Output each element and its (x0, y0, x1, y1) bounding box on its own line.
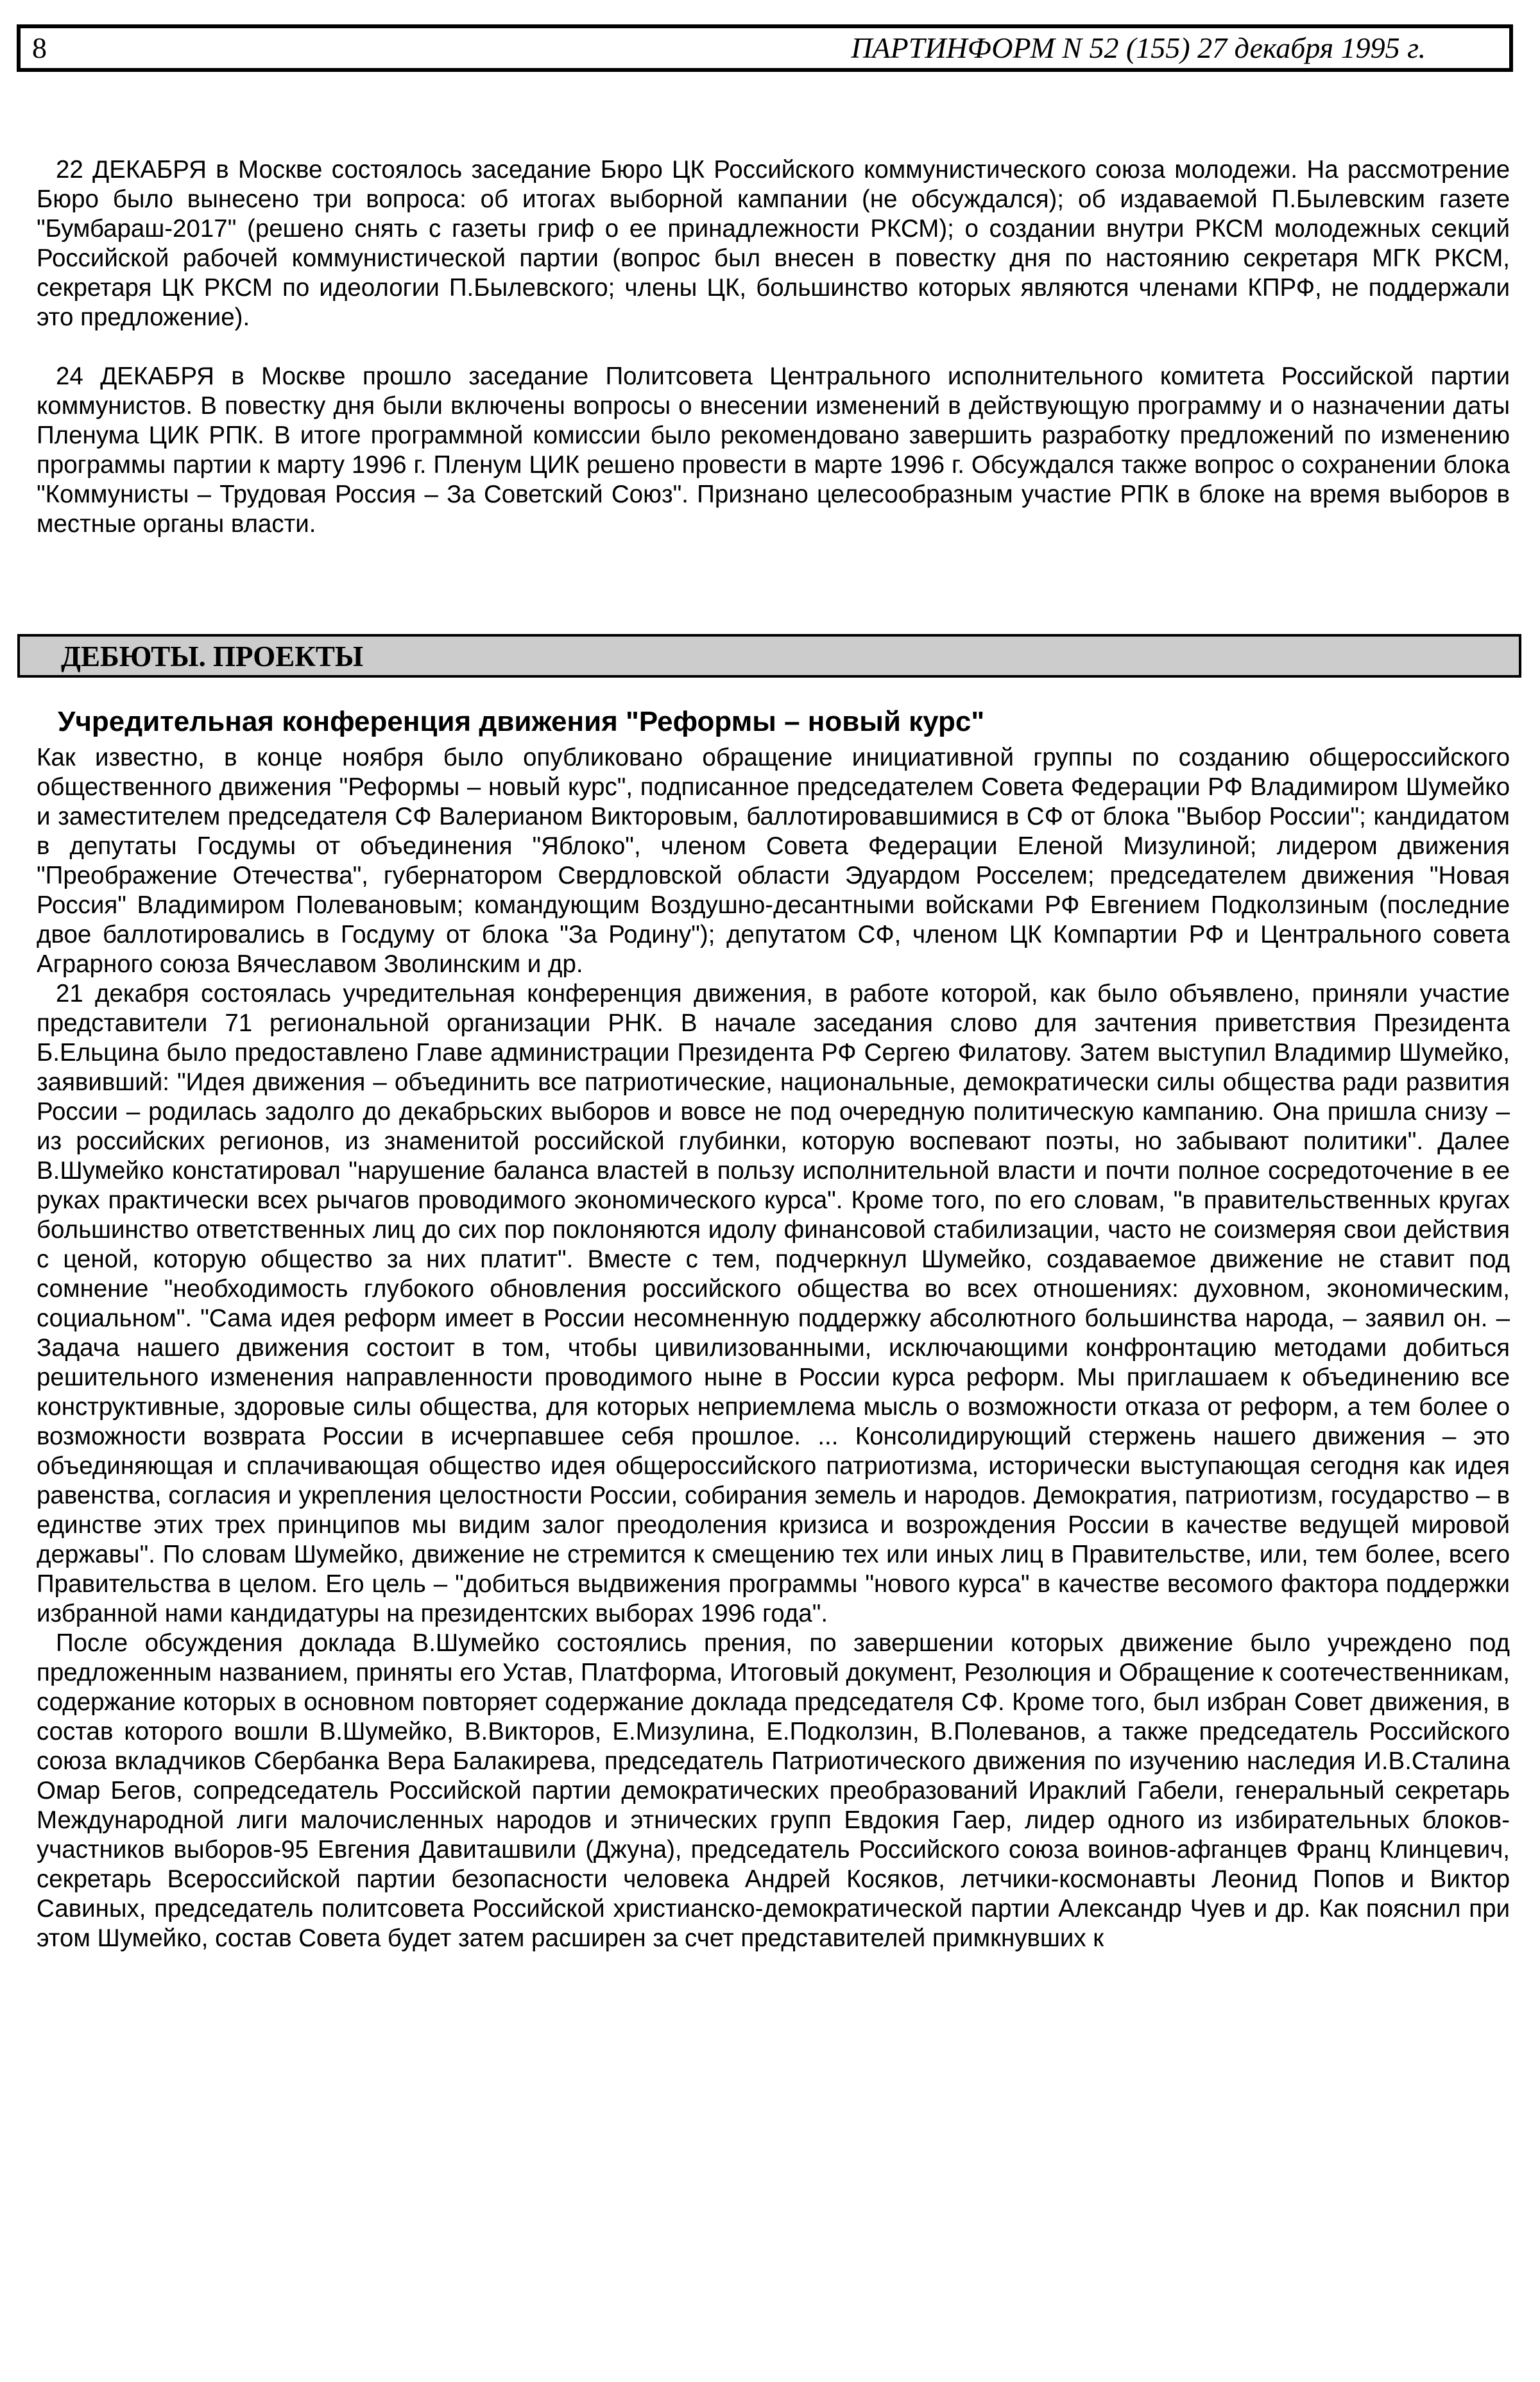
news-item: 24 ДЕКАБРЯ в Москве прошло заседание Политсовета Центрального исполнительного комитета Российской партии коммунистов. В повестку дня были включены вопросы о внесении изменений в действующую программу и о назначении даты Пленума ЦИК РПК. В итоге программной комиссии было рекомендовано завершить разработку предложений по изменению программы партии к марту 1996 г. Пленум ЦИК решено провести в марте 1996 г. Обсуждался также вопрос о сохранении блока "Коммунисты – Трудовая Россия – За Советский Союз". Признано целесообразным участие РПК в блоке на время выборов в местные органы власти. (37, 363, 1510, 538)
section-title: ДЕБЮТЫ. ПРОЕКТЫ (61, 640, 364, 673)
article-paragraph: После обсуждения доклада В.Шумейко состоялись прения, по завершении которых движение было учреждено под предложенным названием, приняты его Устав, Платформа, Итоговый документ, Резолюция и Обращение к соотечественникам, содержание которых в основном повторяет содержание доклада председателя СФ. Кроме того, был избран Совет движения, в состав которого вошли В.Шумейко, В.Викторов, Е.Мизулина, Е.Подколзин, В.Полеванов, а также председатель Российского союза вкладчиков Сбербанка Вера Балакирева, председатель Патриотического движения по изучению наследия И.В.Сталина Омар Бегов, сопредседатель Российской партии демократических преобразований Ираклий Габели, генеральный секретарь Международной лиги малочисленных народов и этнических групп Евдокия Гаер, лидер одного из избирательных блоков-участников выборов-95 Евгения Давиташвили (Джуна), председатель Российского союза воинов-афганцев Франц Клинцевич, секретарь Всероссийской партии безопасности человека Андрей Косяков, летчики-космонавты Леонид Попов и Виктор Савиных, председатель политсовета Российской христианско-демократической партии Александр Чуев и др. Как пояснил при этом Шумейко, состав Совета будет затем расширен за счет представителей примкнувших к (37, 1629, 1510, 1952)
issue-info: ПАРТИНФОРМ N 52 (155) 27 декабря 1995 г. (851, 31, 1426, 64)
article-body (37, 743, 1510, 1953)
article-paragraph: Как известно, в конце ноября было опубликовано обращение инициативной группы по созданию общероссийского общественного движения "Реформы – новый курс", подписанное председателем Совета Федерации РФ Владимиром Шумейко и заместителем председателя СФ Валерианом Викторовым, баллотировавшимися в СФ от блока "Выбор России"; кандидатом в депутаты Госдумы от объединения "Яблоко", членом Совета Федерации Еленой Мизулиной; лидером движения "Преображение Отечества", губернатором Свердловской области Эдуардом Росселем; председателем движения "Новая Россия" Владимиром Полевановым; командующим Воздушно-десантными войсками РФ Евгением Подколзиным (последние двое баллотировались в Госдуму от блока "За Родину"); депутатом СФ, членом ЦК Компартии РФ и Центрального совета Аграрного союза Вячеславом Зволинским и др. (37, 744, 1510, 978)
article-title: Учредительная конференция движения "Реформы – новый курс" (58, 706, 985, 737)
page-number: 8 (32, 31, 47, 64)
section-header (17, 634, 1521, 678)
page-header (17, 24, 1513, 72)
article-paragraph: 21 декабря состоялась учредительная конференция движения, в работе которой, как было объявлено, приняли участие представители 71 региональной организации РНК. В начале заседания слово для зачтения приветствия Президента Б.Ельцина было предоставлено Главе администрации Президента РФ Сергею Филатову. Затем выступил Владимир Шумейко, заявивший: "Идея движения – объединить все патриотические, национальные, демократически силы общества ради развития России – родилась задолго до декабрьских выборов и вовсе не под очередную политическую кампанию. Она пришла снизу – из российских регионов, из знаменитой российской глубинки, которую воспевают поэты, но забывают политики". Далее В.Шумейко констатировал "нарушение баланса властей в пользу исполнительной власти и почти полное сосредоточение в ее руках практически всех рычагов проводимого экономического курса". Кроме того, по его словам, "в правительственных кругах большинство ответственных лиц до сих пор поклоняются идолу финансовой стабилизации, часто не соизмеряя свои действия с ценой, которую общество за них платит". Вместе с тем, подчеркнул Шумейко, создаваемое движение не ставит под сомнение "необходимость глубокого обновления российского общества во всех отношениях: духовном, экономическим, социальном". "Сама идея реформ имеет в России несомненную поддержку абсолютного большинства народа, – заявил он. – Задача нашего движения состоит в том, чтобы цивилизованными, исключающими конфронтацию методами добиться решительного изменения направленности проводимого ныне в России курса реформ. Мы приглашаем к объединению все конструктивные, здоровые силы общества, для которых неприемлема мысль о возможности отказа от реформ, а тем более о возможности возврата России в исчерпавшее себя прошлое. ... Консолидирующий стержень нашего движения – это объединяющая и сплачивающая общество идея общероссийского патриотизма, исторически выступающая сегодня как идея равенства, согласия и укрепления целостности России, собирания земель и народов. Демократия, патриотизм, государство – в единстве этих трех принципов мы видим залог преодоления кризиса и возрождения России в качестве ведущей мировой державы". По словам Шумейко, движение не стремится к смещению тех или иных лиц в Правительстве, или, тем более, всего Правительства в целом. Его цель – "добиться выдвижения программы "нового курса" в качестве весомого фактора поддержки избранной нами кандидатуры на президентских выборах 1996 года". (37, 980, 1510, 1627)
news-item: 22 ДЕКАБРЯ в Москве состоялось заседание Бюро ЦК Российского коммунистического союза молодежи. На рассмотрение Бюро было вынесено три вопроса: об итогах выборной кампании (не обсуждался); об издаваемой П.Былевским газете "Бумбараш-2017" (решено снять с газеты гриф о ее принадлежности РКСМ); о создании внутри РКСМ молодежных секций Российской рабочей коммунистической партии (вопрос был внесен в повестку дня по настоянию секретаря МГК РКСМ, секретаря ЦК РКСМ по идеологии П.Былевского; члены ЦК, большинство которых являются членами КПРФ, не поддержали это предложение). (37, 156, 1510, 331)
news-block (37, 155, 1510, 539)
